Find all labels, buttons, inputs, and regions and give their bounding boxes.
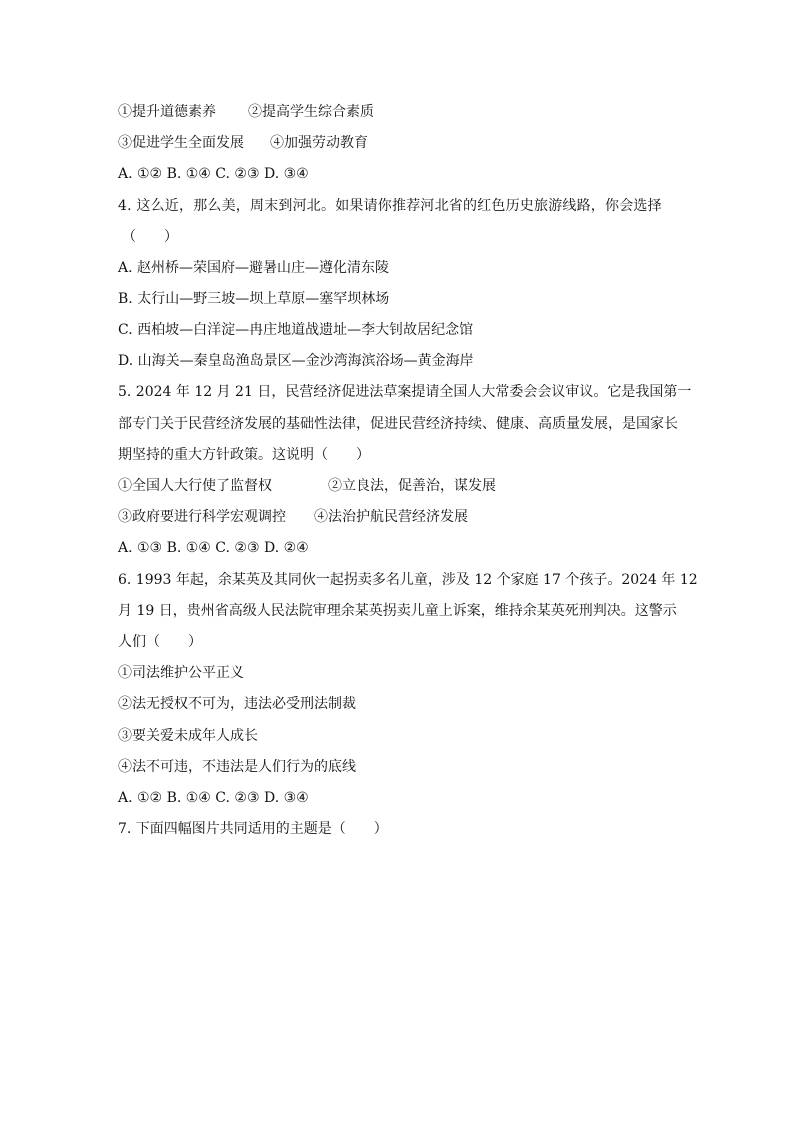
q6-options: A. ①② B. ①④ C. ②③ D. ③④ [118, 790, 309, 806]
q4-stem-line-2: （ ） [122, 229, 178, 245]
q5-stem-line-3: 期坚持的重大方针政策。这说明（ ） [118, 447, 370, 463]
q4-option-d: D. 山海关—秦皇岛渔岛景区—金沙湾海滨浴场—黄金海岸 [118, 353, 474, 369]
q3-statement-4: ④加强劳动教育 [270, 135, 368, 151]
q6-stem-line-3: 人们（ ） [118, 634, 202, 650]
q5-stem-line-1: 5. 2024 年 12 月 21 日，民营经济促进法草案提请全国人大常委会会议审议。它是我国第一 [118, 384, 692, 400]
q3-statements-line-1 [118, 102, 374, 122]
q5-stem-line-2: 部专门关于民营经济发展的基础性法律，促进民营经济持续、健康、高质量发展，是国家长 [118, 416, 678, 432]
q5-options: A. ①③ B. ①④ C. ②③ D. ②④ [118, 540, 309, 556]
q5-statements-line-1 [118, 476, 496, 496]
q6-stem-line-1: 6. 1993 年起，余某英及其同伙一起拐卖多名儿童，涉及 12 个家庭 17 个孩子。2024 年 12 [118, 572, 698, 588]
q6-stem-line-2: 月 19 日，贵州省高级人民法院审理余某英拐卖儿童上诉案，维持余某英死刑判决。这警示 [118, 603, 677, 619]
q6-statement-4: ④法不可违，不违法是人们行为的底线 [118, 759, 356, 775]
q4-stem-line-1: 4. 这么近，那么美，周末到河北。如果请你推荐河北省的红色历史旅游线路，你会选择 [118, 198, 662, 214]
q7-stem: 7. 下面四幅图片共同适用的主题是（ ） [118, 821, 388, 837]
q6-statement-2: ②法无授权不可为，违法必受刑法制裁 [118, 696, 356, 712]
q5-statement-3: ③政府要进行科学宏观调控 [118, 509, 286, 525]
q5-statements-line-2 [118, 507, 468, 527]
q5-statement-1: ①全国人大行使了监督权 [118, 478, 272, 494]
q3-statements-line-2 [118, 133, 368, 153]
q3-options: A. ①② B. ①④ C. ②③ D. ③④ [118, 166, 309, 182]
q5-statement-4: ④法治护航民营经济发展 [314, 509, 468, 525]
q3-statement-2: ②提高学生综合素质 [248, 104, 374, 120]
q4-option-a: A. 赵州桥—荣国府—避暑山庄—遵化清东陵 [118, 260, 390, 276]
q6-statement-3: ③要关爱未成年人成长 [118, 728, 258, 744]
q4-option-b: B. 太行山—野三坡—坝上草原—塞罕坝林场 [118, 291, 390, 307]
q4-option-c: C. 西柏坡—白洋淀—冉庄地道战遗址—李大钊故居纪念馆 [118, 322, 474, 338]
q3-statement-3: ③促进学生全面发展 [118, 135, 244, 151]
q6-statement-1: ①司法维护公平正义 [118, 665, 244, 681]
q3-statement-1: ①提升道德素养 [118, 104, 216, 120]
q5-statement-2: ②立良法，促善治，谋发展 [328, 478, 496, 494]
